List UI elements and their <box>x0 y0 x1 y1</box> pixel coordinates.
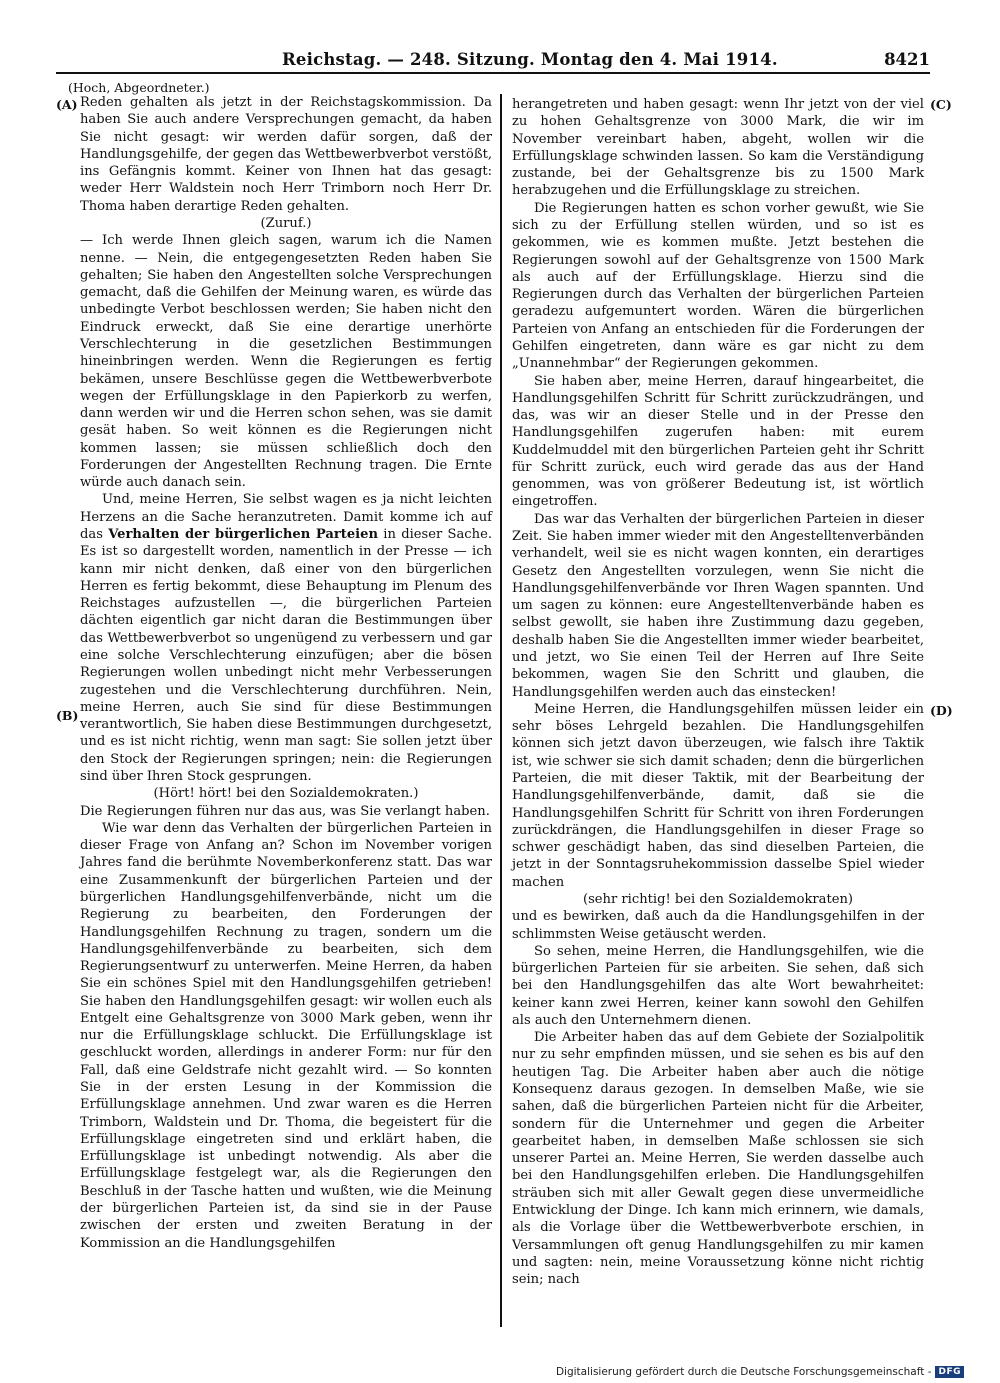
paragraph: Wie war denn das Verhalten der bürgerlichen Parteien in dieser Frage von Anfang an? Schon im November vorigen Jahres fand die berühmte Novemberkonferenz statt. Das war eine Zusammenkunft der bürgerlichen Parteien und der bürgerlichen Handlungsgehilfenverbände, nicht um die Regierung zu bearbeiten, den Forderungen der Handlungsgehilfen Rechnung zu tragen, sondern um die Handlungsgehilfenverbände zu bearbeiten, sich dem Regierungsentwurf zu unterwerfen. Meine Herren, da haben Sie ein schönes Spiel mit den Handlungsgehilfen getrieben! Sie haben den Handlungsgehilfen gesagt: wir wollen euch als Entgelt eine Gehaltsgrenze von 3000 Mark geben, wenn ihr nur die Erfüllungsklage schluckt. Die Erfüllungsklage ist geschluckt worden, allerdings in anderer Form: nur für den Fall, daß eine Geldstrafe nicht gezahlt wird. — So konnten Sie in der ersten Lesung in der Kommission die Erfüllungsklage annehmen. Und zwar waren es die Herren Trimborn, Waldstein und Dr. Thoma, die begeistert für die Erfüllungsklage eingetreten sind und erklärt haben, die Erfüllungsklage ist unbedingt notwendig. Als aber die Erfüllungsklage festgelegt war, als die Regierungen den Beschluß in der Tasche hatten und wußten, wie die Meinung der bürgerlichen Parteien ist, da sind sie in der Pause zwischen der ersten und zweiten Beratung in der Kommission an die Handlungsgehilfen <box>80 820 492 1251</box>
paragraph: Sie haben aber, meine Herren, darauf hingearbeitet, die Handlungsgehilfen Schritt für Schritt zurückzudrängen, und das, was wir an dieser Stelle und in der Presse den Handlungsgehilfen zugerufen haben: mit eurem Kuddelmuddel mit den bürgerlichen Parteien geht ihr Schritt für Schritt zurück, euch wird gerade das aus der Hand genommen, was von größerer Bedeutung ist, ist wörtlich eingetroffen. <box>512 373 924 510</box>
margin-marker-b: (B) <box>56 708 79 723</box>
paragraph <box>80 491 492 785</box>
interjection: (Hört! hört! bei den Sozialdemokraten.) <box>153 786 419 802</box>
paragraph: Meine Herren, die Handlungsgehilfen müssen leider ein sehr böses Lehrgeld bezahlen. Die Handlungsgehilfen können sich jetzt davon überzeugen, wie falsch ihre Taktik ist, wie schwer sie sich damit schaden; denn die bürgerlichen Parteien, die mit dieser Taktik, mit der Bearbeitung der Handlungsgehilfenverbände, damit, daß sie die Handlungsgehilfen Schritt für Schritt von ihren Forderungen zurückdrängen, die Handlungsgehilfen in dieser Frage so schwer geschädigt haben, das sind dieselben Parteien, die jetzt in der Sonntagsruhekommission dasselbe Spiel wieder machen <box>512 701 924 890</box>
margin-marker-c: (C) <box>930 97 952 112</box>
page-header <box>56 50 930 82</box>
paragraph: Die Regierungen führen nur das aus, was Sie verlangt haben. <box>80 803 490 819</box>
dfg-logo[interactable]: DFG <box>935 1366 964 1378</box>
paragraph: Die Arbeiter haben das auf dem Gebiete der Sozialpolitik nur zu sehr empfinden müssen, und sie sehen es bis auf den heutigen Tag. Die Arbeiter haben aber auch die nötige Konsequenz daraus gezogen. In demselben Maße, wie sie sahen, daß die bürgerlichen Parteien nicht für die Arbeiter, sondern für die Unternehmer und gegen die Arbeiter gearbeitet haben, in demselben Maße schlossen sie sich unserer Partei an. Meine Herren, Sie werden dasselbe auch bei den Handlungsgehilfen erleben. Die Handlungsgehilfen sträuben sich mit aller Gewalt gegen diese unvermeidliche Entwicklung der Dinge. Ich kann mich erinnern, wie damals, als die Vorlage über die Wettbewerbverbote erschien, in Versammlungen oft genug Handlungsgehilfen zu mir kamen und sagten: nein, meine Voraussetzung könne nicht richtig sein; nach <box>512 1030 924 1288</box>
running-title: Reichstag. — 248. Sitzung. Montag den 4. Mai 1914. <box>282 50 778 69</box>
interjection: (Zuruf.) <box>260 215 312 231</box>
column-divider <box>500 94 502 1327</box>
paragraph: Die Regierungen hatten es schon vorher gewußt, wie Sie sich zu der Erfüllung stellen würden, und so ist es gekommen, wie es kommen mußte. Jetzt bestehen die Regierungen sowohl auf der Gehaltsgrenze von 1500 Mark als auch auf der Erfüllungsklage. Hierzu sind die Regierungen durch das Verhalten der bürgerlichen Parteien geradezu aufgemuntert worden. Wären die bürgerlichen Parteien von Anfang an entschieden für die Forderungen der Gehilfen eingetreten, dann wäre es gar nicht zu dem „Unannehmbar“ der Regierungen gekommen. <box>512 200 924 372</box>
bold-heading: Verhalten der bürgerlichen Parteien <box>108 527 379 543</box>
right-column <box>512 96 924 1288</box>
paragraph: Das war das Verhalten der bürgerlichen Parteien in dieser Zeit. Sie haben immer wieder mit den Angestelltenverbänden verhandelt, weil sie es nicht wagen konnten, ein derartiges Gesetz den Angestellten vorzulegen, wenn Sie nicht die Handlungsgehilfenverbände vor Ihren Wagen spannten. Und um sagen zu können: eure Angestelltenverbände haben es selbst gewollt, sie haben ihre Zustimmung dazu gegeben, deshalb haben Sie die Angestellten immer wieder bearbeitet, und jetzt, wo Sie einen Teil der Herren auf Ihre Seite bekommen, wagen Sie den Schritt und glauben, die Handlungsgehilfen werden auch das einstecken! <box>512 511 924 700</box>
paragraph: — Ich werde Ihnen gleich sagen, warum ich die Namen nenne. — Nein, die entgegengesetzten Reden haben Sie gehalten; Sie haben den Angestellten solche Versprechungen gemacht, daß die Gehilfen der Meinung waren, es würde das unbedingte Verbot beschlossen werden; Sie haben nicht den Eindruck erweckt, daß Sie eine derartige unerhörte Verschlechterung in die gesetzlichen Bestimmungen hineinbringen werden. Wenn die Regierungen es fertig bekämen, unsere Beschlüsse gegen die Wettbewerbverbote wegen der Erfüllungsklage in den Papierkorb zu werfen, dann werden wir und die Herren schon sehen, was sie damit gesät haben. So weit können es die Regierungen nicht kommen lassen; sie müssen schließlich doch den Forderungen der Angestellten Rechnung tragen. Die Ernte würde auch danach sein. <box>80 233 492 491</box>
margin-marker-a: (A) <box>56 97 78 112</box>
paragraph: herangetreten und haben gesagt: wenn Ihr jetzt von der viel zu hohen Gehaltsgrenze von 3000 Mark, die wir im November vereinbart haben, abgeht, wollen wir die Erfüllungsklage schwinden lassen. So kam die Verständigung zustande, bei der Gehaltsgrenze bis zu 1500 Mark herabzugehen und die Erfüllungsklage zu streichen. <box>512 97 924 199</box>
speaker-label: (Hoch, Abgeordneter.) <box>68 80 210 95</box>
digitization-footer <box>556 1366 964 1378</box>
paragraph-text: in dieser Sache. Es ist so dargestellt worden, namentlich in der Presse — ich kann mir nicht denken, daß einer von den bürgerlichen Herren es fertig bekommt, diese Behauptung im Plenum des Reichstages aufzustellen —, die bürgerlichen Parteien dächten eigentlich gar nicht daran die Bestimmungen über das Wettbewerbverbot so ungenügend zu verbessern und gar eine solche Verschlechterung einzufügen; aber die bösen Regierungen wollen unbedingt nicht mehr Verbesserungen zugestehen und die Verschlechterung durchführen. Nein, meine Herren, auch Sie sind für diese Bestimmungen verantwortlich, Sie haben diese Bestimmungen durchgesetzt, und es ist nicht richtig, wenn man sagt: Sie sollen jetzt über den Stock der Regierungen springen; nein: die Regierungen sind über Ihren Stock gesprungen. <box>80 527 492 784</box>
page-number: 8421 <box>884 50 930 69</box>
footer-text: Digitalisierung gefördert durch die Deutsche Forschungsgemeinschaft - <box>555 1366 932 1378</box>
paragraph-text: Und, meine Herren, Sie selbst wagen es ja nicht leichten Herzens an die Sache heranzutreten. Damit komme ich auf das <box>80 492 492 543</box>
paragraph: und es bewirken, daß auch da die Handlungsgehilfen in der schlimmsten Weise getäuscht werden. <box>512 909 924 942</box>
left-column <box>80 94 492 1252</box>
paragraph: So sehen, meine Herren, die Handlungsgehilfen, wie die bürgerlichen Parteien für sie arbeiten. Sie sehen, daß sich bei den Handlungsgehilfen das alte Wort bewahrheitet: keiner kann zwei Herren, keiner kann sowohl den Gehilfen als auch den Unternehmern dienen. <box>512 943 924 1028</box>
interjection: (sehr richtig! bei den Sozialdemokraten) <box>582 891 854 907</box>
margin-marker-d: (D) <box>930 703 953 718</box>
header-rule <box>56 72 930 74</box>
paragraph: Reden gehalten als jetzt in der Reichstagskommission. Da haben Sie auch andere Versprechungen gemacht, da haben Sie nicht gesagt: wir werden dafür sorgen, daß der Handlungsgehilfe, der gegen das Wettbewerbverbot verstößt, ins Gefängnis kommt. Keiner von Ihnen hat das gesagt: weder Herr Waldstein noch Herr Trimborn noch Herr Dr. Thoma haben derartige Reden gehalten. <box>80 95 492 214</box>
